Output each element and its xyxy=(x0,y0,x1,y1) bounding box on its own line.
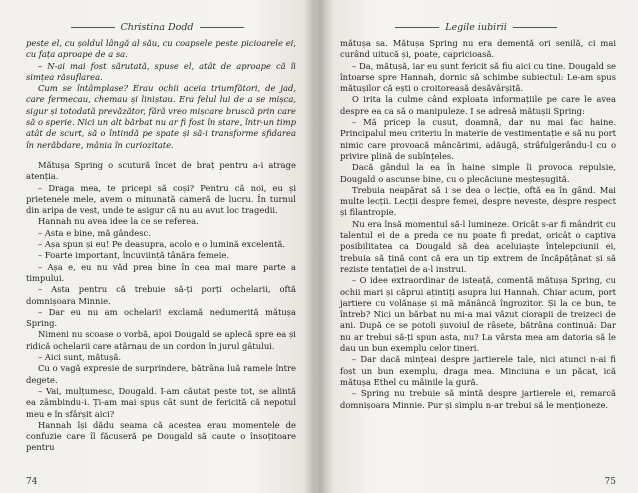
paragraph: – Mă pricep la cusut, doamnă, dar nu mai fac haine. Principalul meu criteriu în materie de vestimentație e să nu port nimic care provoacă mâncărimi, adăugă, strâfulgerându-l cu o privire plină de subînțeles. xyxy=(340,117,616,161)
right-page-text xyxy=(340,38,616,411)
paragraph: peste el, cu șoldul lângă al său, cu coapsele peste picioarele ei, cu fața aproape de a sa. xyxy=(26,38,296,60)
paragraph: – Da, mătușă, iar eu sunt fericit să fiu aici cu tine. Dougald se întoarse spre Hannah, dornic să schimbe subiectul: Le-am spus mătușilor că ești o croitoreasă desăvârșită. xyxy=(340,60,616,94)
left-page-number: 74 xyxy=(26,477,38,487)
left-page-text xyxy=(26,38,296,454)
paragraph: Cu o vagă expresie de surprindere, bătrâna luă ramele între degete. xyxy=(26,363,296,385)
left-page xyxy=(0,0,314,493)
paragraph: Trebuia neapărat să i se dea o lecție, oftă ea în gând. Mai multe lecții. Lecții despre femei, despre neveste, despre respect și filantropie. xyxy=(340,184,616,218)
paragraph: Cum se întâmplase? Erau ochii aceia triumfători, de jad, care fermecau, chemau și liniștau. Era felul lui de a se mișca, sigur și totodată prevăzător, fără vreo mișcare bruscă prin care să o sperie. Nici un alt bărbat nu ar fi fost în stare, într-un timp atât de scurt, să o întindă pe spate și să-i transforme sfidarea în nerăbdare, mânia în curiozitate. xyxy=(26,83,297,150)
right-running-head xyxy=(314,22,638,33)
paragraph: – Vai, mulțumesc, Dougald. I-am căutat peste tot, se alintă ea zâmbindu-i. Ți-am mai spus cât sunt de fericită că nepotul meu e în sfârșit aici? xyxy=(26,385,296,419)
paragraph: Nimeni nu scoase o vorbă, apoi Dougald se aplecă spre ea și ridică ochelarii care atârnau de un cordon în jurul gâtului. xyxy=(26,329,296,351)
paragraph: O irita la culme când exploata informațiile pe care le avea despre ea ca să o manipuleze. I se adresă mătușii Spring: xyxy=(340,94,616,116)
right-page xyxy=(314,0,638,493)
paragraph: – Dar eu nu am ochelari! exclamă nedumerită mătușa Spring. xyxy=(26,306,296,329)
paragraph: – Asta e bine, mă gândesc. xyxy=(38,227,151,238)
paragraph: – O idee extraordinar de isteață, comentă mătușa Spring, cu ochii mari și căprui ațintiți asupra lui Hannah. Chiar acum, port jartiere cu volănașe și mă mănâncă îngrozitor. Și la ce bun, te întreb? Nici un bărbat nu mi-a mai văzut ciorapii de treizeci de ani. După ce se potoli șuvoiul de râsete, bătrâna continuă: Dar nu ar trebui să-ți spun asta, nu? La vârsta mea am datoria să le dau un bun exemplu celor tineri. xyxy=(340,275,616,354)
paragraph: Hannah își dădu seama că acestea erau momentele de confuzie care îl făcuseră pe Dougald să caute o însoțitoare pentru xyxy=(26,419,296,453)
paragraph: – Asta pentru că trebuie să-ți porți ochelarii, oftă domnișoara Minnie. xyxy=(26,284,296,306)
paragraph: Mătușa Spring o scutură încet de braț pentru a-i atrage atenția. xyxy=(26,159,296,182)
right-head-rule-left xyxy=(395,27,439,28)
paragraph: Hannah nu avea idee la ce se referea. xyxy=(38,216,199,227)
right-head-rule-right xyxy=(513,27,557,28)
paragraph: – Foarte important, încuviință tânăra femeie. xyxy=(38,250,230,261)
paragraph: – Spring nu trebuie să mintă despre jartierele ei, remarcă domnișoara Minnie. Pur și simplu n-ar trebui să le menționeze. xyxy=(340,388,616,410)
left-running-head-text: Christina Dodd xyxy=(120,22,194,33)
paragraph: – N-ai mai fost sărutată, spuse el, atât de aproape că îi simțea răsuflarea. xyxy=(26,60,296,82)
right-page-number: 75 xyxy=(604,477,616,487)
paragraph: Dacă gândul la ea în haine simple îi provoca repulsie, Dougald o ascunse bine, cu o plecăciune meșteșugită. xyxy=(340,162,616,184)
left-head-rule-right xyxy=(200,27,244,28)
left-running-head xyxy=(0,22,314,33)
paragraph: – Aici sunt, mătușă. xyxy=(38,352,122,363)
paragraph: – Dar dacă mințeai despre jartierele tale, nici atunci n-ai fi fost un bun exemplu, draga mea. Minciuna e un păcat, ică mătușa Ethel cu mâinile la gură. xyxy=(340,354,616,387)
paragraph: – Draga mea, te pricepi să coși? Pentru că noi, eu și prietenele mele, avem o minunată cameră de lucru. În turnul din aripa de vest, unde te asigur că nu au avut loc tragedii. xyxy=(26,182,296,216)
left-head-rule-left xyxy=(71,27,115,28)
paragraph: – Așa spun și eu! Pe deasupra, acolo e o lumină excelentă. xyxy=(38,239,286,250)
paragraph: Nu era însă momentul să-l lumineze. Oricât s-ar fi mândrit cu talentul ei de a preda ce nu poate fi predat, oricât o captiva posibilitatea ca Dougald să dea aceluiaște înțelepciunii ei, trebuia să țină cont că era un tip extrem de încăpățânat și să reziste tentației de a-l instrui. xyxy=(340,218,616,274)
right-running-head-text: Legile iubirii xyxy=(445,22,507,33)
paragraph: mătușa sa. Mătușa Spring nu era dementă ori senilă, ci mai curând uitucă și, poate, capricioasă. xyxy=(340,38,616,60)
paragraph: – Așa e, eu nu văd prea bine în cea mai mare parte a timpului. xyxy=(26,261,296,283)
